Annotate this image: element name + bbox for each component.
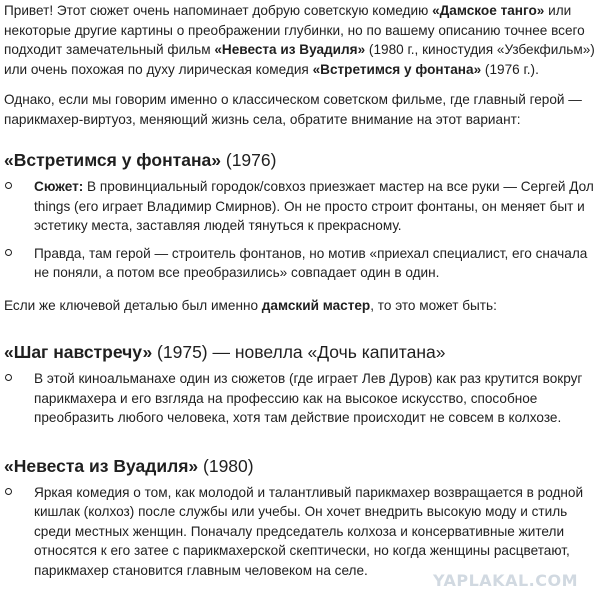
text-run: (1980 г., киностудия «Узбекфильм») или очень похожая по духу лирическая комедия (4, 42, 595, 77)
text-run: или некоторые другие картины о преображении глубинки, но по вашему описанию точнее всего подходит замечательный фильм (4, 3, 585, 57)
bold-text: «Дамское танго» (432, 3, 545, 18)
text-run: Яркая комедия о том, как молодой и талантливый парикмахер возвращается в родной кишлак (колхоз) после службы или учебы. Он хочет внедрить высокую моду и стиль среди местных женщин. Поначалу председатель колхоза и консервативные жители относятся к его затее с парикмахерской скептически, но когда женщины расцветают, парикмахер становится главным человеком на селе. (34, 484, 584, 578)
list-item (4, 369, 596, 428)
bold-text: дамский мастер (261, 297, 371, 313)
text-run: (1976 г.). (481, 61, 539, 77)
film-title: «Встретимся у фонтана» (4, 150, 221, 170)
answer-content (4, 0, 596, 588)
intro-paragraph (4, 1, 596, 79)
bullet-circle-icon (5, 182, 12, 189)
film-title: «Невеста из Вуадиля» (4, 455, 199, 476)
bold-text: «Невеста из Вуадиля» (214, 42, 366, 57)
film-year: (1980) (198, 455, 254, 476)
bullet-circle-icon (5, 249, 12, 256)
bold-text: «Встретимся у фонтана» (312, 61, 482, 77)
list-item (4, 244, 596, 283)
intro-paragraph-2 (4, 90, 596, 129)
bullet-list-nevesta (4, 483, 596, 581)
section-heading-shag (4, 340, 596, 364)
film-year: (1976) (221, 150, 277, 170)
film-year: (1975) — новелла «Дочь капитана» (152, 342, 446, 362)
bullet-circle-icon (5, 374, 12, 381)
site-watermark: YAPLAKAL.COM (432, 571, 578, 590)
bullet-list-fontan (4, 177, 596, 283)
text-run: Однако, если мы говорим именно о классическом советском фильме, где главный герой — парикмахер-виртуоз, меняющий жизнь села, обратите внимание на этот вариант: (4, 92, 582, 127)
text-run: В этой киноальманахе один из сюжетов (где играет Лев Дуров) как раз крутится вокруг парикмахера и его взгляда на профессию как на высокое искусство, способное преобразить любого человека, хотя там действие происходит не совсем в колхозе. (34, 371, 583, 425)
bullet-circle-icon (5, 488, 12, 495)
bullet-list-shag (4, 369, 596, 428)
text-run: Если же ключевой деталью был именно (4, 297, 262, 313)
section-heading-nevesta (4, 454, 596, 478)
text-run: , то это может быть: (370, 297, 497, 313)
text-run: Привет! Этот сюжет очень напоминает добрую советскую комедию (4, 3, 433, 18)
text-run: В провинциальный городок/совхоз приезжает мастер на все руки — Сергей Дол things (его играет Владимир Смирнов). Он не просто строит фонтаны, он меняет быт и эстетику места, заставляя людей тянуться к прекрасному. (34, 179, 594, 233)
text-run: Правда, там герой — строитель фонтанов, но мотив «приехал специалист, его сначала не поняли, а потом все преобразились» совпадает один в один. (34, 245, 588, 280)
film-title: «Шаг навстречу» (4, 342, 153, 362)
list-item (4, 177, 596, 236)
bold-text: Сюжет: (34, 179, 84, 194)
transition-paragraph (4, 296, 596, 316)
section-heading-fontan (4, 148, 596, 172)
list-item (4, 483, 596, 581)
